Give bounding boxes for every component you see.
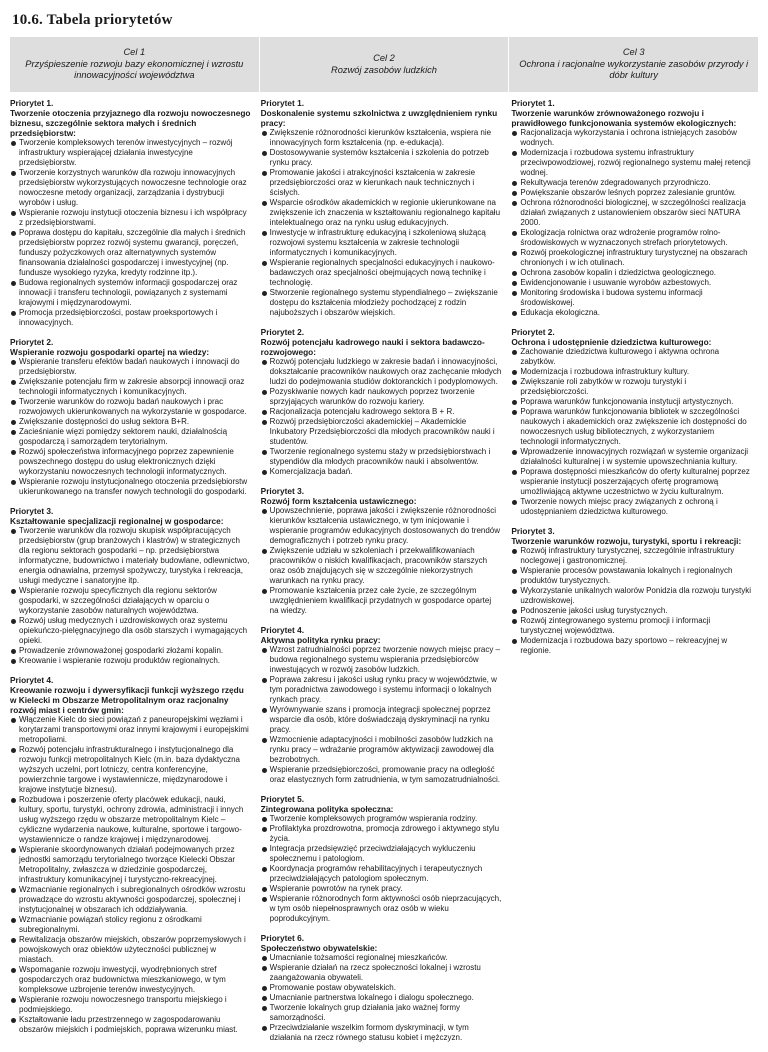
list-item: Rozwój potencjału infrastrukturalnego i instytucjonalnego dla rozwoju funkcji metropolitalnych Kielc (m.in. baza dydaktyczna wyższych uczelni, port lotniczy, centra konferencyjne, powierzchnie targowe i wystawiennicze, międzynarodowe i krajowe instytucje biznesu). (10, 745, 251, 795)
list-item: Rekultywacja terenów zdegradowanych przyrodniczo. (511, 178, 752, 188)
list-item: Tworzenie regionalnego systemu staży w przedsiębiorstwach i stypendiów dla młodych pracowników nauki i absolwentów. (261, 447, 502, 467)
list-item: Poprawa dostępu do kapitału, szczególnie dla małych i średnich przedsiębiorstw poprzez rozwój systemu gwarancji, poręczeń, funduszy pożyczkowych oraz alternatywnych systemów finansowania działalności gospodarczej i inwestycyjnej (np. fundusze wysokiego ryzyka, kredyty rodzinne itp.). (10, 228, 251, 278)
list-item: Poprawa warunków funkcjonowania instytucji artystycznych. (511, 397, 752, 407)
priority-title: Społeczeństwo obywatelskie: (260, 943, 378, 953)
priority-block (10, 675, 251, 1035)
list-item: Poprawa warunków funkcjonowania bibliotek w szczególności naukowych i akademickich oraz zwiększenie ich dostępności do nowoczesnych usług bibliotecznych, z wykorzystaniem technologii informatycznych. (511, 407, 752, 447)
column-goal-title: Rozwój zasobów ludzkich (331, 64, 437, 75)
list-item: Zwiększanie dostępności do usług sektora B+R. (10, 417, 251, 427)
list-item: Tworzenie kompleksowych terenów inwestycyjnych – rozwój infrastruktury wspierającej działania inwestycyjne przedsiębiorstw. (10, 138, 251, 168)
priority-item-list (10, 357, 251, 497)
page-title: 10.6. Tabela priorytetów (12, 12, 173, 28)
priority-block (10, 506, 251, 666)
priority-block (10, 98, 251, 328)
list-item: Poprawa zakresu i jakości usług rynku pracy w województwie, w tym poradnictwa zawodowego i systemu informacji o lokalnych rynkach pracy. (261, 675, 502, 705)
list-item: Wzmacnianie powiązań stolicy regionu z ośrodkami subregionalnymi. (10, 915, 251, 935)
priority-title: Rozwój potencjału kadrowego nauki i sektora badawczo-rozwojowego: (260, 337, 485, 357)
priority-title: Tworzenie warunków rozwoju, turystyki, sportu i rekreacji: (511, 536, 742, 546)
priority-label: Priorytet 6. (260, 933, 305, 943)
list-item: Ewidencjonowanie i usuwanie wyrobów azbestowych. (511, 278, 752, 288)
list-item: Ekologizacja rolnictwa oraz wdrożenie programów rolno-środowiskowych w wyznaczonych strefach priorytetowych. (511, 228, 752, 248)
list-item: Rozwój przedsiębiorczości akademickiej – Akademickie Inkubatory Przedsiębiorczości dla młodych pracowników nauki i studentów. (261, 417, 502, 447)
list-item: Wspieranie różnorodnych form aktywności osób nieprzacujących, w tym osób niepełnosprawnych oraz osób w wieku poprodukcyjnym. (261, 894, 502, 924)
list-item: Upowszechnienie, poprawa jakości i zwiększenie różnorodności kierunków kształcenia ustawicznego, w tym inicjowanie i wspieranie programów edukacyjnych dostosowanych do trendów demograficznych i potrzeb rynku pracy. (261, 506, 502, 546)
list-item: Wspieranie procesów powstawania lokalnych i regionalnych produktów turystycznych. (511, 566, 752, 586)
list-item: Wspieranie rozwoju instytucji otoczenia biznesu i ich współpracy z przedsiębiorstwami. (10, 208, 251, 228)
list-item: Wspomaganie rozwoju inwestycji, wyodrębnionych stref gospodarczych oraz budownictwa mieszkaniowego, w tym kompleksowe uzbrojenie terenów inwestycyjnych. (10, 965, 251, 995)
priority-item-list (10, 715, 251, 1035)
column-header-3 (508, 37, 758, 92)
column-2 (257, 98, 508, 1052)
priority-label: Priorytet 2. (10, 337, 54, 347)
priority-item-list (511, 546, 752, 656)
priority-label: Priorytet 3. (260, 486, 305, 496)
list-item: Tworzenie kompleksowych programów wspierania rodziny. (261, 814, 502, 824)
list-item: Zacieśnianie więzi pomiędzy sektorem nauki, działalnością gospodarczą i samorządem terytorialnym. (10, 427, 251, 447)
list-item: Rozwój usług medycznych i uzdrowiskowych oraz systemu opiekuńczo-pielęgnacyjnego dla osób starszych i wymagających opieki. (10, 616, 251, 646)
list-item: Wspieranie rozwoju nowoczesnego transportu miejskiego i podmiejskiego. (10, 995, 251, 1015)
list-item: Tworzenie warunków do rozwoju badań naukowych i prac rozwojowych ukierunkowanych na wykorzystanie w gospodarce. (10, 397, 251, 417)
column-goal-number: Cel 3 (622, 47, 645, 58)
priority-block (511, 526, 752, 656)
priority-title: Kreowanie rozwoju i dywersyfikacji funkcji wyższego rzędu w Kielecki m Obszarze Metropolitalnym oraz racjonalny rozwój miast i centrów gmin: (10, 685, 244, 715)
column-goal-number: Cel 1 (123, 47, 146, 58)
list-item: Tworzenie nowych miejsc pracy związanych z ochroną i udostępnianiem dziedzictwa kulturowego. (511, 497, 752, 517)
list-item: Rewitalizacja obszarów miejskich, obszarów poprzemysłowych i powojskowych oraz obiektów użyteczności publicznej w miastach. (10, 935, 251, 965)
priority-block (261, 98, 502, 318)
priority-label: Priorytet 3. (511, 526, 555, 536)
column-goal-title: Ochrona i racjonalne wykorzystanie zasobów przyrody i dóbr kultury (519, 58, 749, 81)
list-item: Rozwój infrastruktury turystycznej, szczególnie infrastruktury noclegowej i gastronomicznej. (511, 546, 752, 566)
list-item: Wspieranie rozwoju instytucjonalnego otoczenia przedsiębiorstw ukierunkowanego na transfer nowych technologii do gospodarki. (10, 477, 251, 497)
priority-title: Tworzenie warunków zrównoważonego rozwoju i prawidłowego funkcjonowania systemów ekologicznych: (511, 108, 737, 128)
list-item: Wspieranie rozwoju specyficznych dla regionu sektorów gospodarki, w szczególności działających w oparciu o wykorzystanie zasobów naturalnych województwa. (10, 586, 251, 616)
list-item: Tworzenie lokalnych grup działania jako ważnej formy samorządności. (261, 1003, 502, 1023)
priority-item-list (511, 347, 752, 517)
list-item: Inwestycje w infrastrukturę edukacyjną i szkoleniową służącą rozwojowi systemu kształcenia w zakresie technologii informatycznych i komunikacyjnych. (261, 228, 502, 258)
priority-item-list (511, 128, 752, 318)
list-item: Powiększanie obszarów leśnych poprzez zalesianie gruntów. (511, 188, 752, 198)
table-header (10, 37, 758, 92)
list-item: Wspieranie regionalnych specjalności edukacyjnych i naukowo-badawczych oraz specjalności obejmujących nową technikę i technologię. (261, 258, 502, 288)
list-item: Rozwój społeczeństwa informacyjnego poprzez zapewnienie powszechnego dostępu do usług elektronicznych dzięki wykorzystaniu nowoczesnych technologii informatycznych. (10, 447, 251, 477)
priority-title: Kształtowanie specjalizacji regionalnej w gospodarce: (10, 516, 224, 526)
list-item: Wspieranie skoordynowanych działań podejmowanych przez jednostki samorządu terytorialnego tworzące Kielecki Obszar Metropolitalny, zwłaszcza w dziedzinie gospodarczej, infrastruktury komunikacyjnej i turystyczno-rekreacyjnej. (10, 845, 251, 885)
list-item: Wprowadzenie innowacyjnych rozwiązań w systemie organizacji działalności kulturalnej i w systemie upowszechniania kultury. (511, 447, 752, 467)
priority-block (511, 327, 752, 517)
priority-item-list (10, 526, 251, 666)
priority-block (261, 933, 502, 1043)
list-item: Dostosowywanie systemów kształcenia i szkolenia do potrzeb rynku pracy. (261, 148, 502, 168)
list-item: Modernizacja i rozbudowa systemu infrastruktury przeciwpowodziowej, rozwój regionalnego systemu małej retencji wodnej. (511, 148, 752, 178)
priority-title: Tworzenie otoczenia przyjaznego dla rozwoju nowoczesnego biznesu, szczególnie sektora małych i średnich przedsiębiorstw: (10, 108, 251, 138)
list-item: Rozbudowa i poszerzenie oferty placówek edukacji, nauki, kultury, sportu, turystyki, ochrony zdrowia, administracji i innych usług wyższego rzędu w obszarze metropolitalnym Kielc – cykliczne wydarzenia naukowe, kulturalne, sportowe i targowo-wystawiennicze o randze krajowej i międzynarodowej. (10, 795, 251, 845)
list-item: Kreowanie i wspieranie rozwoju produktów regionalnych. (10, 656, 251, 666)
priority-label: Priorytet 1. (260, 98, 305, 108)
list-item: Integracja przedsięwzięć przeciwdziałających wykluczeniu społecznemu i patologiom. (261, 844, 502, 864)
list-item: Promocja przedsiębiorczości, postaw proeksportowych i innowacyjnych. (10, 308, 251, 328)
priority-label: Priorytet 2. (511, 327, 555, 337)
list-item: Modernizacja i rozbudowa infrastruktury kultury. (511, 367, 752, 377)
list-item: Prowadzenie zrównoważonej gospodarki złożami kopalin. (10, 646, 251, 656)
list-item: Wspieranie powrotów na rynek pracy. (261, 884, 502, 894)
priority-block (261, 625, 502, 785)
list-item: Racjonalizacja wykorzystania i ochrona istniejących zasobów wodnych. (511, 128, 752, 148)
priority-label: Priorytet 3. (10, 506, 54, 516)
list-item: Promowanie kształcenia przez całe życie, ze szczególnym uwzględnieniem kwalifikacji przydatnych w gospodarce opartej na wiedzy. (261, 586, 502, 616)
priority-block (10, 337, 251, 497)
list-item: Wspieranie transferu efektów badań naukowych i innowacji do przedsiębiorstw. (10, 357, 251, 377)
list-item: Komercjalizacja badań. (261, 467, 502, 477)
priority-label: Priorytet 1. (10, 98, 54, 108)
list-item: Koordynacja programów rehabilitacyjnych i terapeutycznych przeciwdziałających patologiom społecznym. (261, 864, 502, 884)
list-item: Ochrona zasobów kopalin i dziedzictwa geologicznego. (511, 268, 752, 278)
priority-item-list (261, 357, 502, 477)
list-item: Wzrost zatrudnialności poprzez tworzenie nowych miejsc pracy – budowa regionalnego systemu wspierania przedsiębiorców inwestujących w rozwój zasobów ludzkich. (261, 645, 502, 675)
list-item: Umacnianie partnerstwa lokalnego i dialogu społecznego. (261, 993, 502, 1003)
list-item: Ochrona różnorodności biologicznej, w szczególności realizacja działań związanych z ustanowieniem obszarów sieci NATURA 2000. (511, 198, 752, 228)
list-item: Tworzenie korzystnych warunków dla rozwoju innowacyjnych przedsiębiorstw wykorzystujących nowoczesne technologie oraz nowoczesne metody organizacji, zarządzania i dystrybucji wyrobów i usług. (10, 168, 251, 208)
list-item: Zwiększenie różnorodności kierunków kształcenia, wspiera nie innowacyjnych form kształcenia (np. e-edukacja). (261, 128, 502, 148)
column-1 (10, 98, 257, 1052)
priority-label: Priorytet 1. (511, 98, 555, 108)
list-item: Budowa regionalnych systemów informacji gospodarczej oraz innowacji i transferu technologii, powiązanych z systemami krajowymi i międzynarodowymi. (10, 278, 251, 308)
list-item: Stworzenie regionalnego systemu stypendialnego – zwiększanie dostępu do kształcenia młodzieży pochodzącej z rodzin najuboższych i obszarów wiejskich. (261, 288, 502, 318)
priority-title: Doskonalenie systemu szkolnictwa z uwzględnieniem rynku pracy: (260, 108, 498, 128)
priority-item-list (261, 645, 502, 785)
list-item: Tworzenie warunków dla rozwoju skupisk współpracujących przedsiębiorstw (grup branżowych i klastrów) w strategicznych dla regionu sektorach gospodarki – np. przedsiębiorstwa informatyczne, budownictwo i materiały budowlane, odlewnictwo, energia odnawialna, przemysł spożywczy, turystyka i rekreacja, usługi medyczne i sanatoryjne itp. (10, 526, 251, 586)
list-item: Racjonalizacja potencjału kadrowego sektora B + R. (261, 407, 502, 417)
priority-item-list (261, 814, 502, 924)
list-item: Zwiększanie potencjału firm w zakresie absorpcji innowacji oraz technologii informatycznych i komunikacyjnych. (10, 377, 251, 397)
list-item: Wzmacnianie regionalnych i subregionalnych ośrodków wzrostu prowadzące do wzrostu aktywności gospodarczej, społecznej i instytucjonalnej w obszarach ich oddziaływania. (10, 885, 251, 915)
list-item: Modernizacja i rozbudowa bazy sportowo – rekreacyjnej w regionie. (511, 636, 752, 656)
list-item: Wspieranie działań na rzecz społeczności lokalnej i wzrostu zaangażowania obywateli. (261, 963, 502, 983)
list-item: Rozwój proekologicznej infrastruktury turystycznej na obszarach chronionych i w ich otulinach. (511, 248, 752, 268)
column-header-2 (259, 37, 509, 92)
priority-label: Priorytet 4. (10, 675, 54, 685)
priority-item-list (10, 138, 251, 328)
list-item: Podnoszenie jakości usług turystycznych. (511, 606, 752, 616)
priority-item-list (261, 128, 502, 318)
priority-label: Priorytet 2. (260, 327, 305, 337)
list-item: Wspieranie przedsiębiorczości, promowanie pracy na odległość oraz elastycznych form zatrudnienia, w tym samozatrudnialności. (261, 765, 502, 785)
priority-title: Rozwój form kształcenia ustawicznego: (260, 496, 417, 506)
list-item: Wykorzystanie unikalnych walorów Ponidzia dla rozwoju turystyki uzdrowiskowej. (511, 586, 752, 606)
column-header-1 (10, 37, 259, 92)
priorities-table (10, 37, 758, 1052)
priority-label: Priorytet 4. (260, 625, 305, 635)
list-item: Poprawa dostępności mieszkańców do oferty kulturalnej poprzez wspieranie instytucji poszerzających ofertę programową umożliwiającą aktywne uczestnictwo w życiu kulturalnym. (511, 467, 752, 497)
priority-title: Ochrona i udostępnienie dziedzictwa kulturowego: (511, 337, 712, 347)
list-item: Edukacja ekologiczna. (511, 308, 752, 318)
list-item: Monitoring środowiska i budowa systemu informacji środowiskowej. (511, 288, 752, 308)
column-goal-number: Cel 2 (373, 53, 395, 63)
priority-title: Aktywna polityka rynku pracy: (260, 635, 381, 645)
priority-block (511, 98, 752, 318)
list-item: Wyrównywanie szans i promocja integracji społecznej poprzez wsparcie dla osób, które doświadczają dyskryminacji na rynku pracy. (261, 705, 502, 735)
list-item: Zwiększenie udziału w szkoleniach i przekwalifikowaniach pracowników o niskich kwalifikacjach, pracowników starszych oraz osób znajdujących się w szczególnie niekorzystnych warunkach na rynku pracy. (261, 546, 502, 586)
list-item: Pozyskiwanie nowych kadr naukowych poprzez tworzenie sprzyjających warunków do rozwoju kariery. (261, 387, 502, 407)
priority-label: Priorytet 5. (260, 794, 305, 804)
list-item: Rozwój zintegrowanego systemu promocji i informacji turystycznej województwa. (511, 616, 752, 636)
list-item: Przeciwdziałanie wszelkim formom dyskryminacji, w tym działania na rzecz równego statusu kobiet i mężczyzn. (261, 1023, 502, 1043)
list-item: Rozwój potencjału ludzkiego w zakresie badań i innowacyjności, dokształcanie pracowników naukowych oraz zachęcanie młodych ludzi do podejmowania studiów doktoranckich i podyplomowych. (261, 357, 502, 387)
priority-block (261, 327, 502, 477)
priority-title: Zintegrowana polityka społeczna: (260, 804, 394, 814)
list-item: Zachowanie dziedzictwa kulturowego i aktywna ochrona zabytków. (511, 347, 752, 367)
list-item: Wzmocnienie adaptacyjności i mobilności zasobów ludzkich na rynku pracy – wdrażanie programów aktywizacji zawodowej dla bezrobotnych. (261, 735, 502, 765)
list-item: Kształtowanie ładu przestrzennego w zagospodarowaniu obszarów miejskich i podmiejskich, poprawa wizerunku miast. (10, 1015, 251, 1035)
list-item: Wsparcie ośrodków akademickich w regionie ukierunkowane na zwiększenie ich znaczenia w kształtowaniu regionalnego kapitału intelektualnego oraz na rynku usług edukacyjnych. (261, 198, 502, 228)
list-item: Profilaktyka prozdrowotna, promocja zdrowego i aktywnego stylu życia. (261, 824, 502, 844)
list-item: Włączenie Kielc do sieci powiązań z paneuropejskimi węzłami i korytarzami transportowymi oraz innymi krajowymi i europejskimi metropoliami. (10, 715, 251, 745)
list-item: Zwiększanie roli zabytków w rozwoju turystyki i przedsiębiorczości. (511, 377, 752, 397)
priority-block (261, 486, 502, 616)
list-item: Promowanie jakości i atrakcyjności kształcenia w zakresie przedsiębiorczości oraz w kierunkach nauk technicznych i ścisłych. (261, 168, 502, 198)
list-item: Umacnianie tożsamości regionalnej mieszkańców. (261, 953, 502, 963)
list-item: Promowanie postaw obywatelskich. (261, 983, 502, 993)
priority-item-list (261, 953, 502, 1043)
priority-block (261, 794, 502, 924)
column-goal-title: Przyśpieszenie rozwoju bazy ekonomicznej i wzrostu innowacyjności województwa (25, 58, 244, 81)
priority-title: Wspieranie rozwoju gospodarki opartej na wiedzy: (10, 347, 210, 357)
table-body (10, 98, 758, 1052)
priority-item-list (261, 506, 502, 616)
column-3 (507, 98, 758, 1052)
